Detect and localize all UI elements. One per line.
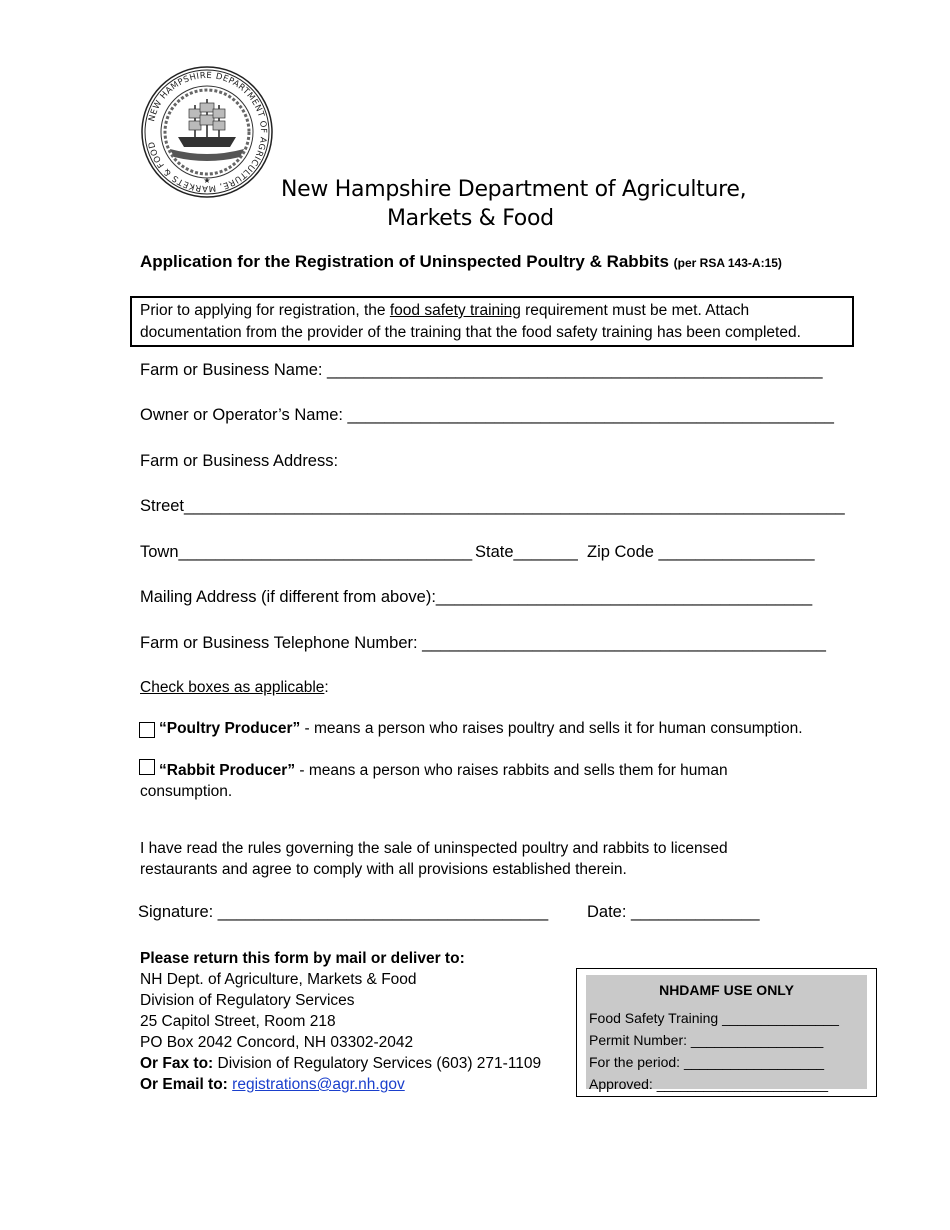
office-use-title: NHDAMF USE ONLY xyxy=(659,982,794,998)
rabbit-producer-label xyxy=(159,760,728,781)
department-title-line2: Markets & Food xyxy=(387,206,554,231)
fax-value: Division of Regulatory Services (603) 271-1109 xyxy=(213,1055,542,1072)
return-address-line2: Division of Regulatory Services xyxy=(140,992,355,1009)
rabbit-producer-description-cont: consumption. xyxy=(140,783,233,800)
office-food-safety-training: Food Safety Training _______________ xyxy=(589,1010,839,1026)
return-heading: Please return this form by mail or deliver to: xyxy=(140,950,465,967)
mailing-address-field[interactable]: Mailing Address (if different from above):_________________________________________ xyxy=(140,588,813,606)
notice-text-post: requirement must be met. Attach documentation from the provider of the training that the food safety training has been completed. xyxy=(140,302,801,341)
zip-code-field[interactable]: Zip Code _________________ xyxy=(587,543,815,561)
office-use-box xyxy=(576,968,877,1097)
seal-text: NEW HAMPSHIRE DEPARTMENT OF AGRICULTURE, MARKETS & FOOD xyxy=(146,70,269,194)
return-instructions xyxy=(140,948,541,1095)
telephone-field[interactable]: Farm or Business Telephone Number: ____________________________________________ xyxy=(140,634,826,652)
notice-text-pre: Prior to applying for registration, the xyxy=(140,302,390,319)
form-title xyxy=(140,252,782,272)
poultry-producer-checkbox[interactable] xyxy=(139,722,155,738)
form-title-reference: (per RSA 143-A:15) xyxy=(673,256,782,270)
rabbit-producer-description: - means a person who raises rabbits and sells them for human xyxy=(295,762,728,779)
svg-text:★: ★ xyxy=(203,176,211,185)
fax-label: Or Fax to: xyxy=(140,1055,214,1072)
agreement-line2: restaurants and agree to comply with all provisions established therein. xyxy=(140,861,627,878)
checkbox-instructions xyxy=(140,677,329,698)
department-title-line1: New Hampshire Department of Agriculture, xyxy=(281,177,747,202)
form-title-text: Application for the Registration of Uninspected Poultry & Rabbits xyxy=(140,252,669,271)
poultry-producer-term: “Poultry Producer” xyxy=(159,720,301,737)
training-notice xyxy=(130,296,854,347)
address-heading: Farm or Business Address: xyxy=(140,452,339,470)
owner-name-field[interactable]: Owner or Operator’s Name: _____________________________________________________ xyxy=(140,406,834,424)
date-field[interactable]: Date: ______________ xyxy=(587,903,760,921)
office-approved: Approved: ______________________ xyxy=(589,1076,829,1092)
return-address-line4: PO Box 2042 Concord, NH 03302-2042 xyxy=(140,1034,414,1051)
street-field[interactable]: Street________________________________________________________________________ xyxy=(140,497,845,515)
return-address-line1: NH Dept. of Agriculture, Markets & Food xyxy=(140,971,417,988)
rabbit-producer-checkbox[interactable] xyxy=(139,759,155,775)
signature-field[interactable]: Signature: ____________________________________ xyxy=(138,903,549,921)
state-field[interactable]: State_______ xyxy=(475,543,578,561)
checkbox-instructions-text: Check boxes as applicable xyxy=(140,679,325,696)
poultry-producer-label xyxy=(159,718,803,739)
rabbit-producer-term: “Rabbit Producer” xyxy=(159,762,296,779)
email-label: Or Email to: xyxy=(140,1076,228,1093)
agreement-line1: I have read the rules governing the sale of uninspected poultry and rabbits to licensed xyxy=(140,840,728,857)
office-use-panel xyxy=(586,975,867,1092)
town-field[interactable]: Town________________________________ xyxy=(140,543,473,561)
department-seal xyxy=(140,65,274,199)
poultry-producer-description: - means a person who raises poultry and sells it for human consumption. xyxy=(300,720,803,737)
checkbox-instructions-colon: : xyxy=(324,679,329,696)
return-address-line3: 25 Capitol Street, Room 218 xyxy=(140,1013,336,1030)
email-link[interactable]: registrations@agr.nh.gov xyxy=(232,1076,405,1093)
food-safety-training-link[interactable]: food safety training xyxy=(389,302,521,319)
office-permit-number: Permit Number: _________________ xyxy=(589,1032,824,1048)
office-period: For the period: __________________ xyxy=(589,1054,825,1070)
farm-name-field[interactable]: Farm or Business Name: ______________________________________________________ xyxy=(140,361,823,379)
